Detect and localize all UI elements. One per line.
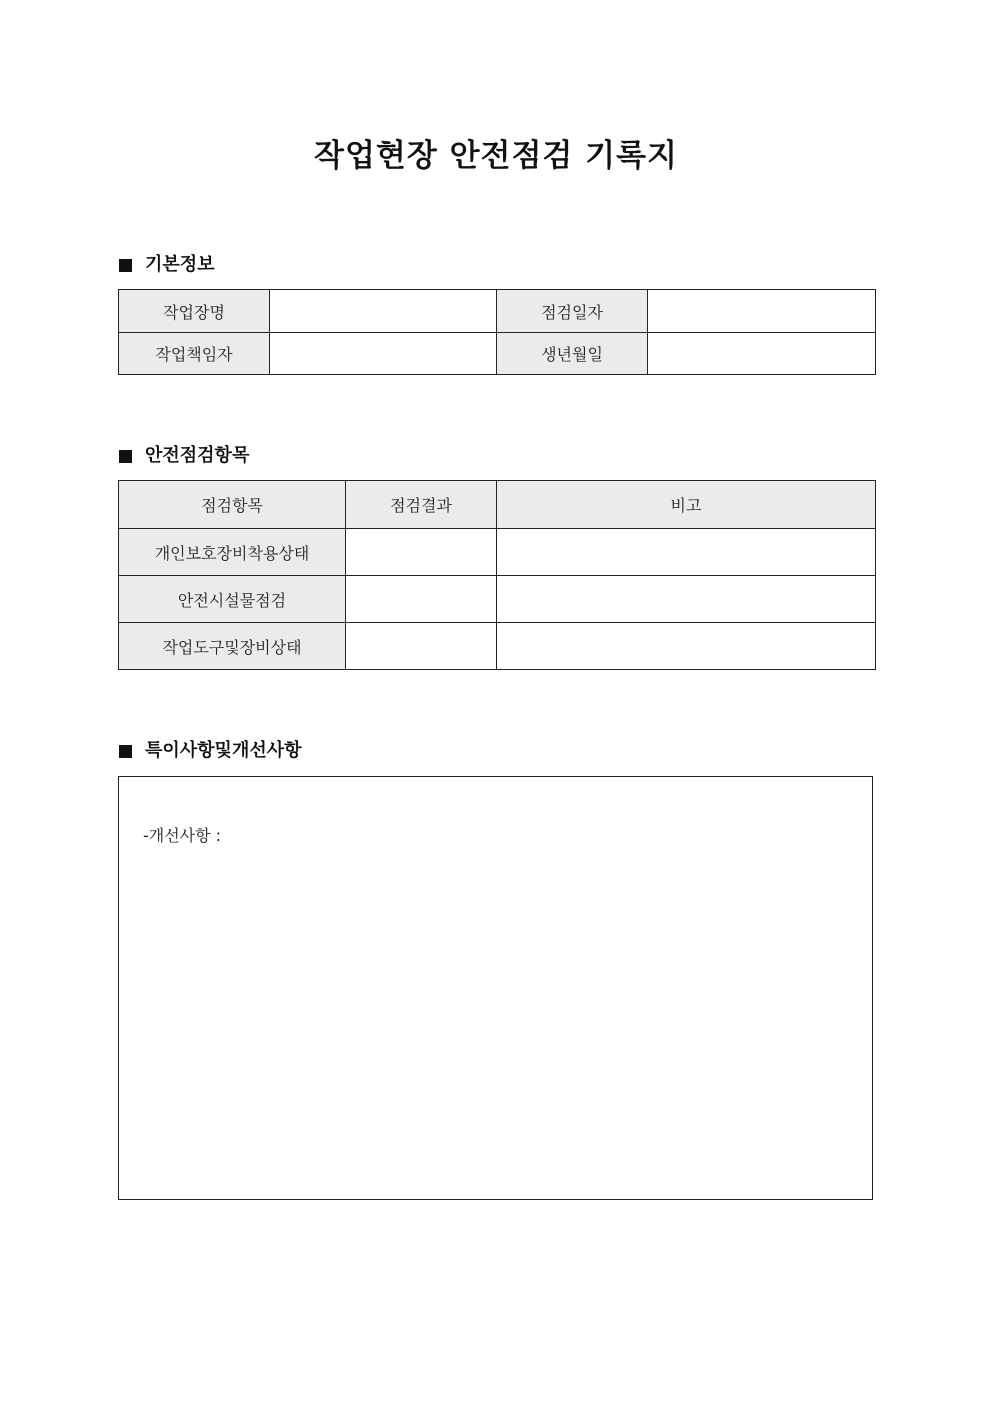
column-header-item: 점검항목: [119, 481, 346, 529]
column-header-note: 비고: [497, 481, 876, 529]
work-supervisor-label: 작업책임자: [119, 333, 270, 375]
remarks-heading-label: 특이사항및개선사항: [145, 740, 302, 761]
square-bullet-icon: [119, 259, 132, 272]
workplace-name-label: 작업장명: [119, 290, 270, 333]
safety-check-heading-label: 안전점검항목: [145, 445, 250, 466]
remarks-textarea[interactable]: [118, 776, 873, 1200]
birth-date-label: 생년월일: [497, 333, 648, 375]
inspection-date-label: 점검일자: [497, 290, 648, 333]
check-item-label: 개인보호장비착용상태: [119, 529, 346, 576]
square-bullet-icon: [119, 450, 132, 463]
birth-date-field[interactable]: [648, 333, 876, 375]
table-row: [119, 290, 876, 333]
work-supervisor-field[interactable]: [270, 333, 497, 375]
check-note-field[interactable]: [497, 529, 876, 576]
safety-check-table: [118, 480, 876, 670]
basic-info-heading: [119, 253, 215, 277]
table-row: [119, 623, 876, 670]
check-item-label: 작업도구및장비상태: [119, 623, 346, 670]
check-note-field[interactable]: [497, 623, 876, 670]
remarks-heading: [119, 739, 302, 763]
basic-info-heading-label: 기본정보: [145, 254, 215, 275]
square-bullet-icon: [119, 745, 132, 758]
column-header-result: 점검결과: [346, 481, 497, 529]
check-result-field[interactable]: [346, 529, 497, 576]
safety-check-heading: [119, 444, 249, 468]
table-row: [119, 576, 876, 623]
check-result-field[interactable]: [346, 576, 497, 623]
check-note-field[interactable]: [497, 576, 876, 623]
table-row: [119, 333, 876, 375]
remarks-content: -개선사항 :: [143, 826, 222, 845]
document-title: 작업현장 안전점검 기록지: [314, 138, 678, 174]
workplace-name-field[interactable]: [270, 290, 497, 333]
table-header-row: [119, 481, 876, 529]
check-result-field[interactable]: [346, 623, 497, 670]
table-row: [119, 529, 876, 576]
inspection-date-field[interactable]: [648, 290, 876, 333]
check-item-label: 안전시설물점검: [119, 576, 346, 623]
basic-info-table: [118, 289, 876, 375]
